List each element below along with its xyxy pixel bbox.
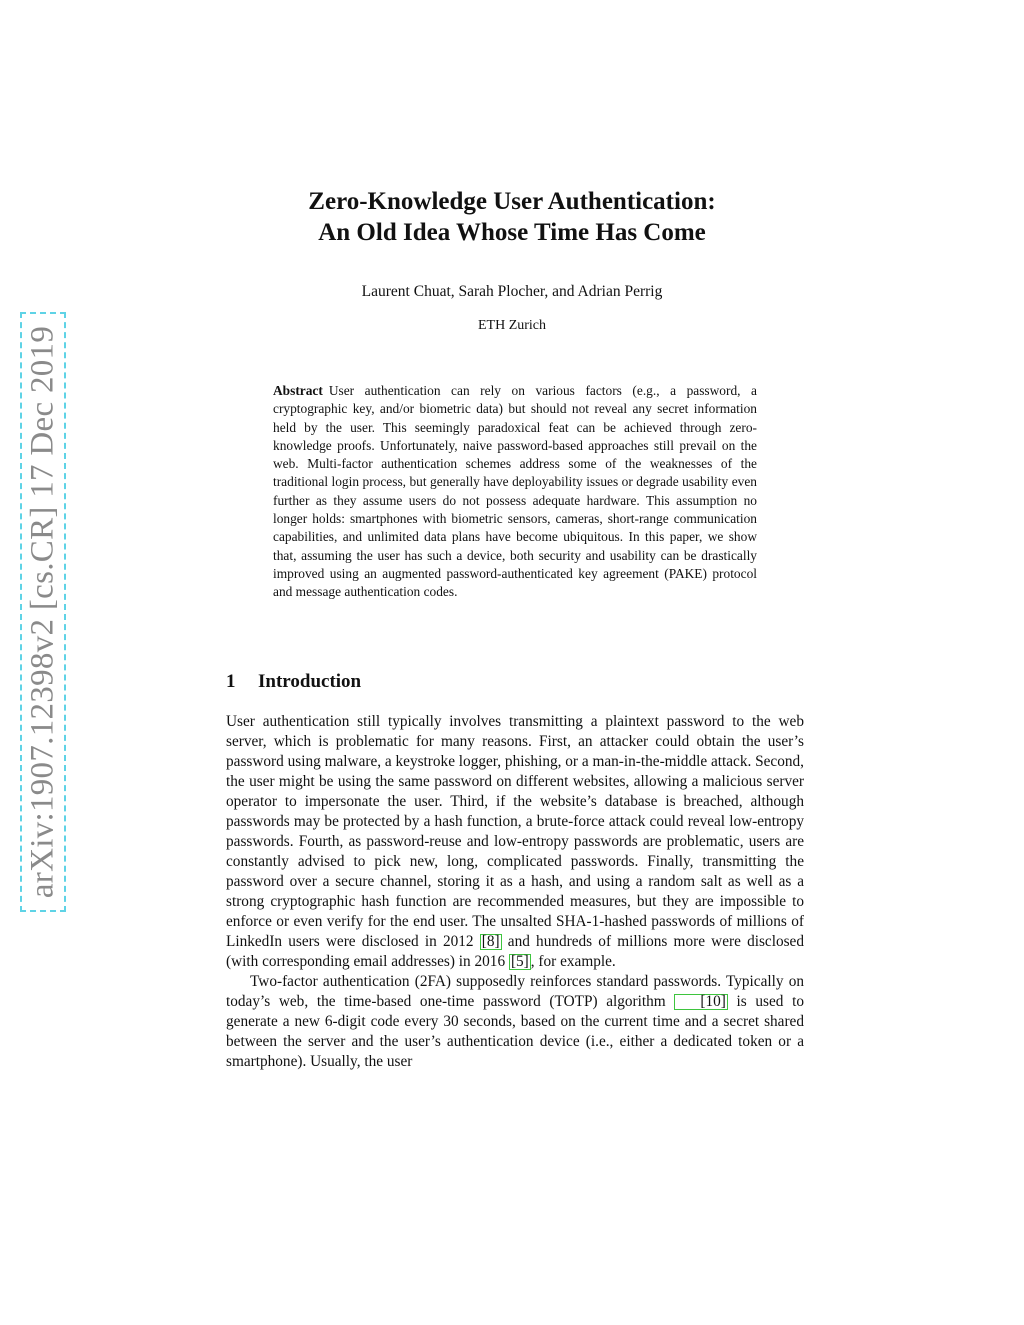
authors: Laurent Chuat, Sarah Plocher, and Adrian Perrig — [361, 283, 663, 300]
paragraph-2-text-b: is used to generate a new 6-digit code every 30 seconds, based on the current time and a secret shared between the server and the user’s authentication device (i.e., either a dedicated token or a smartphone). Usually, the user — [226, 993, 805, 1070]
section-heading-introduction — [226, 671, 361, 693]
abstract-label: Abstract — [273, 383, 323, 398]
citation-link-5[interactable]: [5] — [510, 953, 529, 970]
section-number: 1 — [226, 671, 236, 692]
arxiv-stamp — [20, 312, 66, 912]
paper-title-line-2: An Old Idea Whose Time Has Come — [318, 219, 706, 246]
paragraph-1-text-a: User authentication still typically involves transmitting a plaintext password to the web server, which is problematic for many reasons. First, an attacker could obtain the user’s password using malware, a keystroke logger, phishing, or a man-in-the-middle attack. Second, the user might be using the same password on different websites, allowing a malicious server operator to impersonate the user. Third, if the website’s database is breached, although passwords may be protected by a hash function, a brute-force attack could reveal low-entropy passwords. Fourth, as password-reuse and low-entropy passwords are problematic, users are constantly advised to pick new, long, complicated passwords. Finally, transmitting the password over a secure channel, storing it as a hash, and using a random salt as well as a strong cryptographic hash function are recommended measures, but they are impossible to enforce or even verify for the end user. The unsalted SHA-1-hashed passwords of millions of LinkedIn users were disclosed in 2012 — [226, 713, 804, 950]
paragraph-1 — [226, 712, 804, 972]
section-title: Introduction — [258, 671, 362, 692]
arxiv-stamp-text: arXiv:1907.12398v2 [cs.CR] 17 Dec 2019 — [24, 325, 61, 899]
paragraph-1-text-c: , for example. — [530, 953, 616, 970]
introduction-body — [226, 712, 804, 1072]
paragraph-2-text-a: Two-factor authentication (2FA) supposedly reinforces standard passwords. Typically on today’s web, the time-based one-time password (TOTP) algorithm — [226, 973, 804, 1010]
abstract — [273, 382, 757, 602]
affiliation: ETH Zurich — [477, 318, 547, 333]
citation-link-8[interactable]: [8] — [481, 933, 500, 950]
paragraph-1-text-b: and hundreds of millions more were disclosed (with corresponding email addresses) in 2016 — [226, 933, 804, 970]
citation-link-10[interactable]: [10] — [674, 994, 728, 1010]
abstract-text: User authentication can rely on various factors (e.g., a password, a cryptographic key, and/or biometric data) but should not reveal any secret information held by the user. This seemingly paradoxical feat can be achieved through zero-knowledge proofs. Unfortunately, naive password-based approaches still prevail on the web. Multi-factor authentication schemes address some of the weaknesses of the traditional login process, but generally have deployability issues or degrade usability even further as they assume users do not possess adequate hardware. This assumption no longer holds: smartphones with biometric sensors, cameras, short-range communication capabilities, and unlimited data plans have become ubiquitous. In this paper, we show that, assuming the user has such a device, both security and usability can be drastically improved using an augmented password-authenticated key agreement (PAKE) protocol and message authentication codes. — [273, 383, 757, 600]
paper-title-line-1: Zero-Knowledge User Authentication: — [308, 188, 716, 215]
paragraph-2 — [226, 972, 804, 1072]
